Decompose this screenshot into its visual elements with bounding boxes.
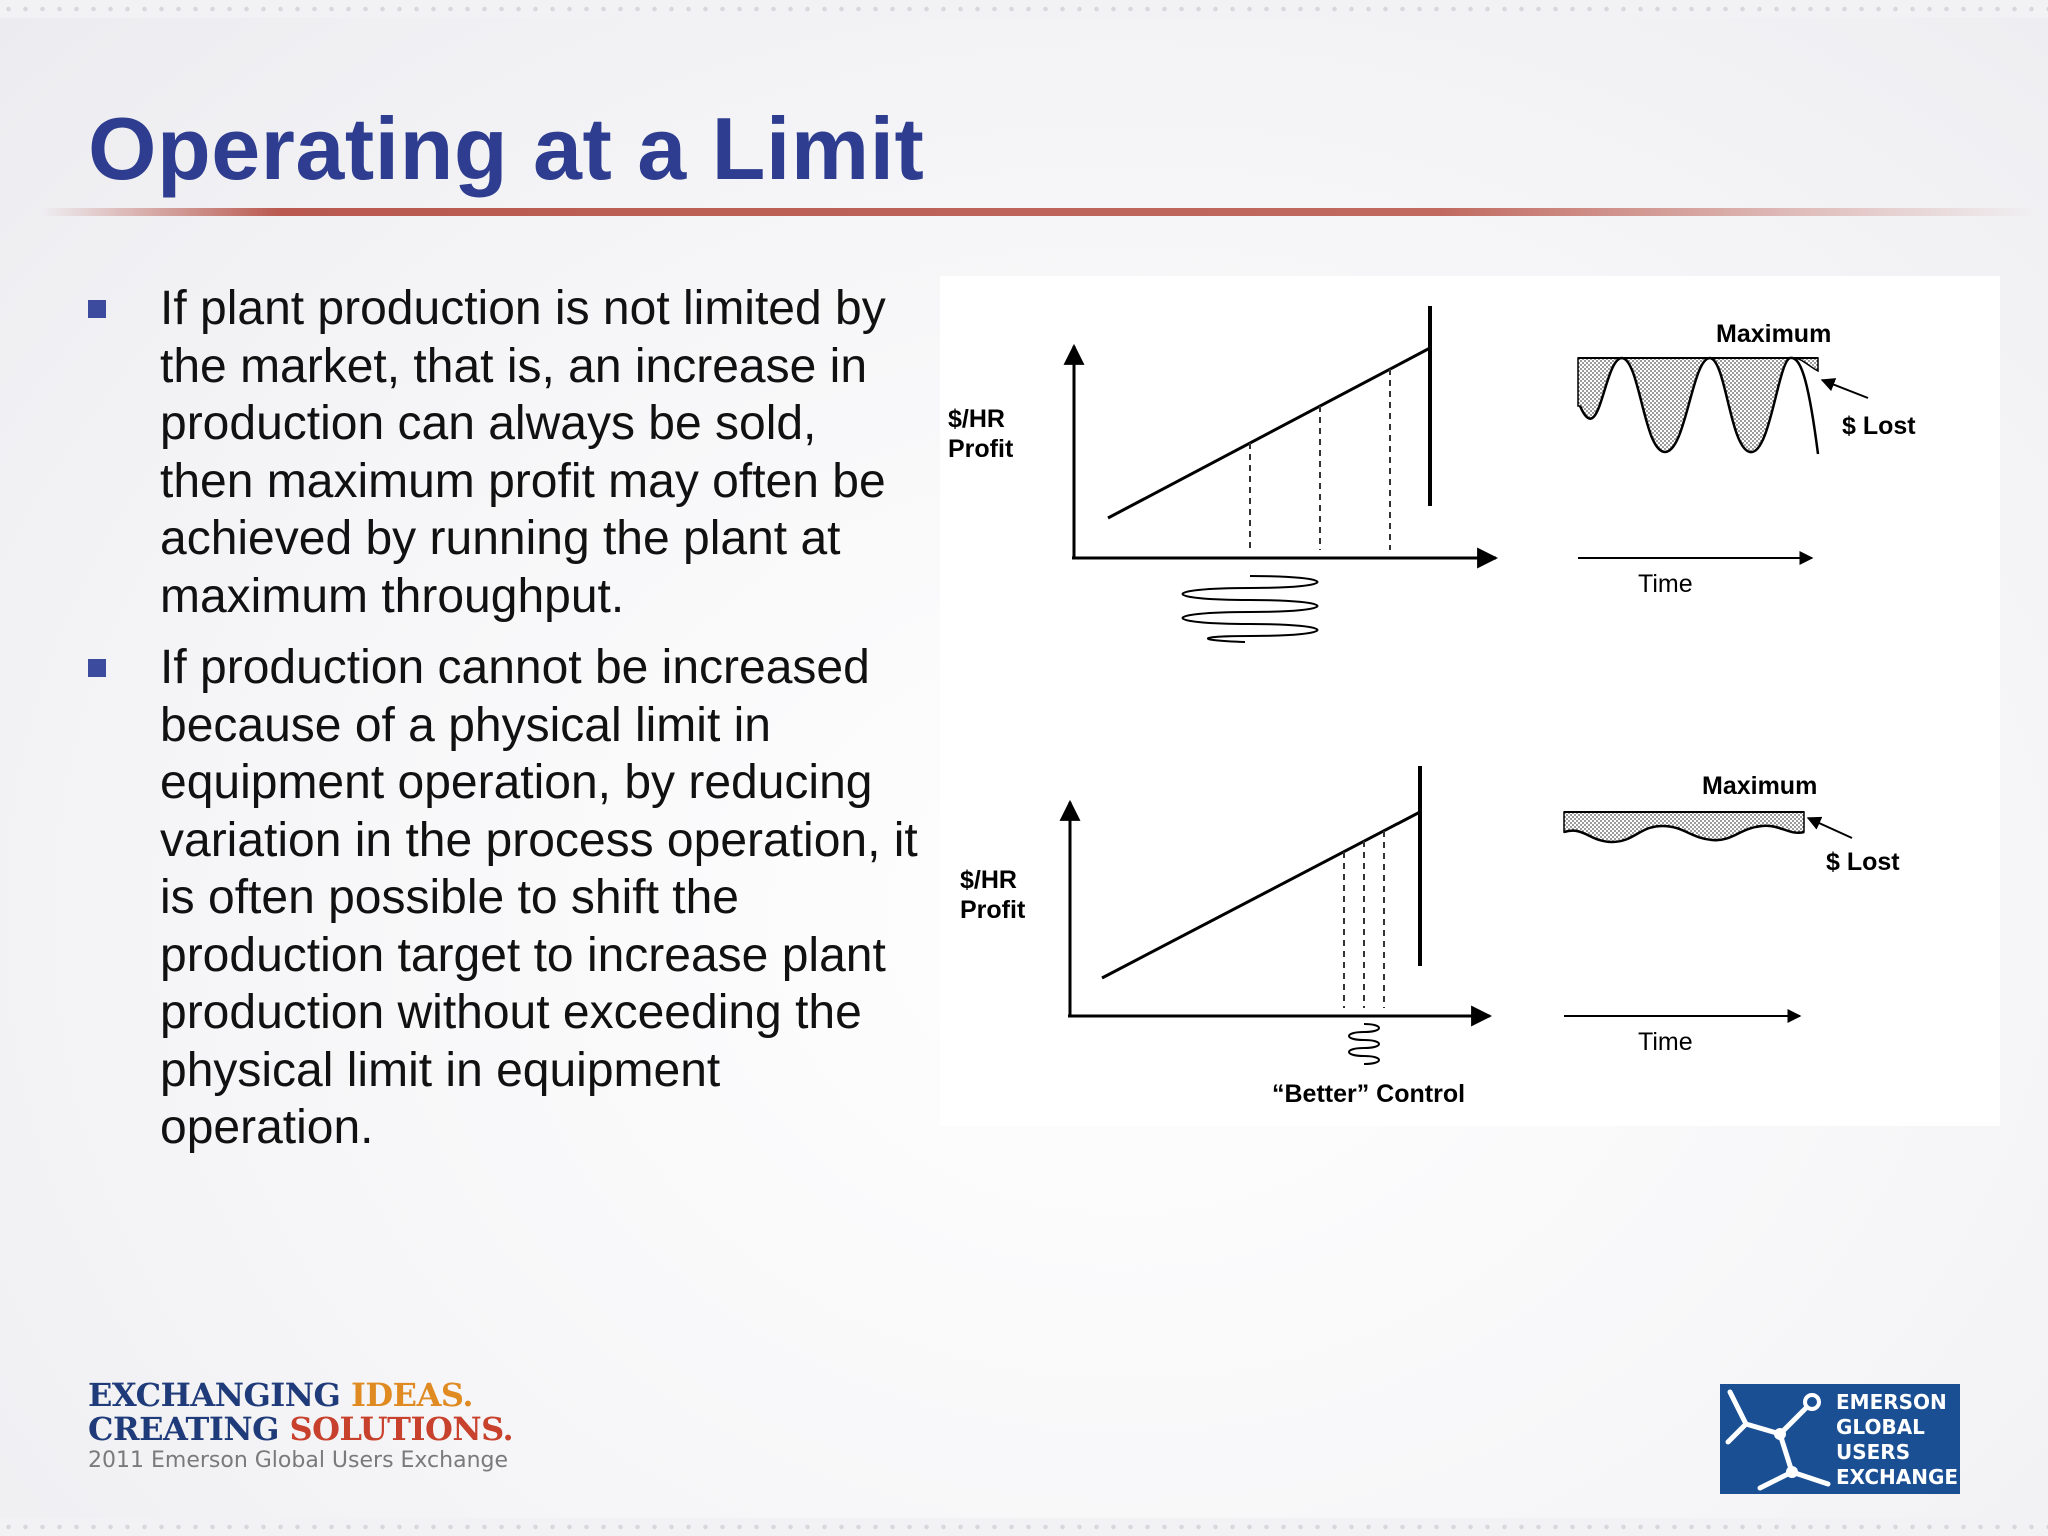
top-variation-wave xyxy=(1183,576,1318,642)
top-profit-chart xyxy=(948,306,1496,642)
bottom-lost-pointer xyxy=(1808,818,1852,838)
logo-wordmark xyxy=(1836,1390,1958,1490)
top-time-chart xyxy=(1578,320,1916,598)
bullet-item xyxy=(80,639,920,1157)
bullet-text: If production cannot be increased because of a physical limit in equipment operation, by reducing variation in the process operation, it is often possible to shift the production target to increase plant production without exceeding the physical limit in equipment operation. xyxy=(160,641,918,1154)
bullet-item xyxy=(80,280,920,625)
top-variation-curve xyxy=(1580,358,1818,454)
tagline-row xyxy=(88,1412,513,1446)
bottom-maximum-label: Maximum xyxy=(1702,772,1818,800)
bottom-profit-line xyxy=(1102,812,1420,978)
slide-title: Operating at a Limit xyxy=(88,99,925,198)
bottom-variation-wave xyxy=(1349,1024,1379,1064)
logo-line: EXCHANGE xyxy=(1836,1465,1959,1489)
square-bullet-icon xyxy=(88,300,106,318)
top-y-label: $/HR xyxy=(948,405,1005,433)
top-lost-label: $ Lost xyxy=(1842,412,1916,440)
bottom-time-chart xyxy=(1564,772,1900,1056)
bottom-y-label: $/HR xyxy=(960,866,1017,894)
top-profit-line xyxy=(1108,348,1430,518)
logo-line: USERS xyxy=(1836,1440,1911,1464)
diagram-svg xyxy=(940,276,2000,1126)
event-name: 2011 Emerson Global Users Exchange xyxy=(88,1448,509,1473)
bottom-profit-chart xyxy=(960,766,1490,1108)
bullet-list xyxy=(80,280,920,1171)
tagline-word: IDEAS. xyxy=(350,1376,473,1414)
square-bullet-icon xyxy=(88,659,106,677)
top-lost-pointer xyxy=(1822,380,1868,398)
operating-limit-diagram xyxy=(940,276,2000,1126)
bottom-dotted-border xyxy=(0,1518,2048,1536)
tagline-word: CREATING xyxy=(88,1410,279,1448)
tagline-word: EXCHANGING xyxy=(88,1376,341,1414)
logo-line: EMERSON xyxy=(1836,1390,1947,1414)
title-rule xyxy=(40,208,2040,216)
top-time-label: Time xyxy=(1638,570,1693,598)
top-y-label: Profit xyxy=(948,435,1014,463)
better-control-caption: “Better” Control xyxy=(1272,1080,1466,1108)
footer-tagline xyxy=(88,1378,513,1473)
logo-line: GLOBAL xyxy=(1836,1415,1925,1439)
bullet-text: If plant production is not limited by the market, that is, an increase in production can always be sold, then maximum profit may often be achieved by running the plant at maximum throughput. xyxy=(160,282,886,623)
top-maximum-label: Maximum xyxy=(1716,320,1832,348)
bottom-lost-label: $ Lost xyxy=(1826,848,1900,876)
tagline-word: SOLUTIONS. xyxy=(289,1410,514,1448)
bottom-y-label: Profit xyxy=(960,896,1026,924)
top-dotted-border xyxy=(0,0,2048,18)
bottom-time-label: Time xyxy=(1638,1028,1693,1056)
tagline-row xyxy=(88,1378,513,1412)
emerson-global-users-exchange-logo xyxy=(1720,1384,1960,1494)
